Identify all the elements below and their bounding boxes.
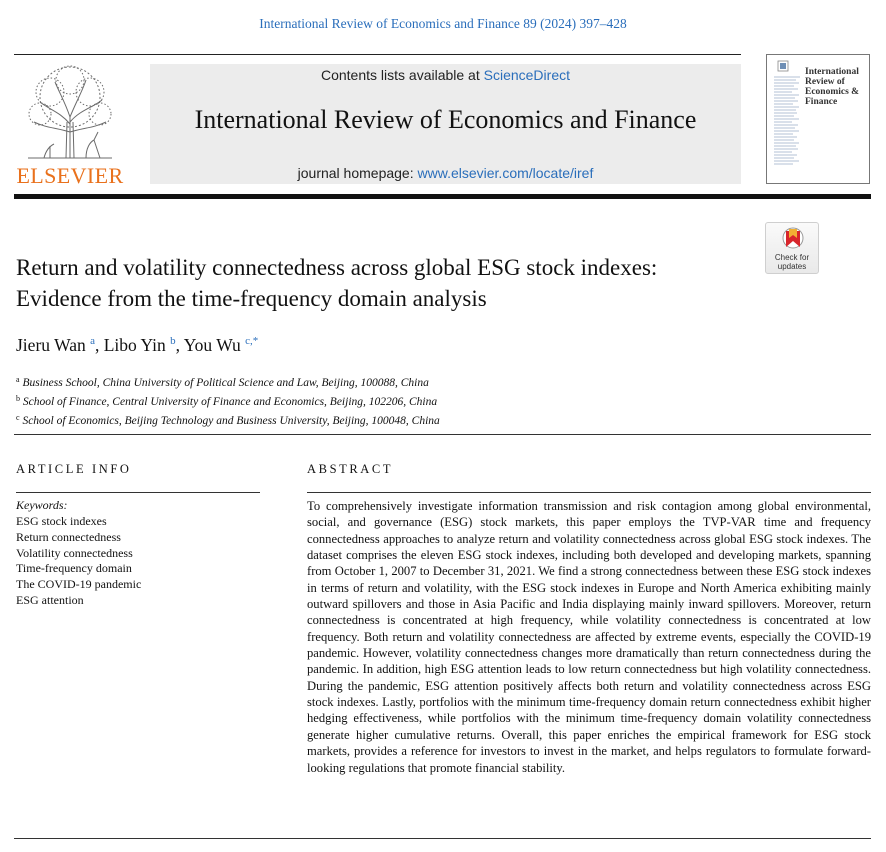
abstract-heading: ABSTRACT <box>307 462 394 476</box>
author-name[interactable]: Jieru Wan <box>16 335 86 355</box>
affiliation-item <box>16 372 440 391</box>
affiliation-marker: b <box>16 394 20 403</box>
affiliation-item <box>16 391 440 410</box>
author-separator: , <box>94 335 104 355</box>
keyword-item: Volatility connectedness <box>16 545 133 560</box>
author-separator: , <box>175 335 184 355</box>
affiliation-marker: c <box>16 413 20 422</box>
author-affiliation-link[interactable]: c,* <box>245 335 259 347</box>
contents-prefix: Contents lists available at <box>320 67 484 83</box>
crossmark-label-line1: Check for <box>774 253 810 262</box>
article-title: Return and volatility connectedness across global ESG stock indexes: Evidence from the time-frequency domain analysis <box>16 255 658 311</box>
affiliation-marker: a <box>16 375 20 384</box>
keywords-list <box>16 514 141 609</box>
sciencedirect-link[interactable]: ScienceDirect <box>483 67 570 83</box>
top-divider <box>14 54 741 55</box>
elsevier-wordmark: ELSEVIER <box>16 163 124 188</box>
article-info-divider <box>16 492 260 493</box>
abstract-text: To comprehensively investigate information transmission and risk contagion among global environmental, social, and governance (ESG) stock markets, this paper employs the TVP-VAR time and frequency connectedness approaches to analyze return and volatility connectedness across global ESG stock indexes. The dataset comprises the eleven ESG stock indexes, including both developed and developing markets, spanning from October 1, 2007 to December 31, 2021. We find a strong connectedness between these ESG stock indexes in terms of return and volatility, with the ESG stock indexes in Europe and North America exhibiting mainly outward spillovers and those in Asia Pacific and India displaying mainly inward spillovers. Moreover, return connectedness is concentrated at high frequency, while volatility connectedness is concentrated at low frequency. Both return and volatility connectedness are affected by extreme events, especially the COVID-19 pandemic. However, volatility connectedness changes more dramatically than return connectedness during the pandemic. In addition, high ESG attention leads to low return connectedness but high volatility connectedness. During the pandemic, ESG attention positively affects both return and volatility connectedness across ESG stock indexes. Lastly, portfolios with the minimum time-frequency domain return connectedness exhibit higher hedging effectiveness, while portfolios with the minimum time-frequency domain volatility connectedness generate higher cumulative returns. Overall, this paper enriches the empirical framework for ESG stock markets, provides a reference for investors to invest in the market, and helps regulators to formulate forward-looking regulations that promote financial stability. <box>307 499 871 775</box>
affiliation-text: Business School, China University of Political Science and Law, Beijing, 100088, China <box>22 377 429 389</box>
author-affiliation-link[interactable]: a <box>90 335 95 347</box>
abstract-divider <box>307 492 871 493</box>
author-affiliation-link[interactable]: b <box>170 335 176 347</box>
journal-citation[interactable] <box>0 16 886 32</box>
keyword-item: ESG stock indexes <box>16 514 107 528</box>
check-for-updates-button[interactable] <box>765 222 819 274</box>
article-info-heading: ARTICLE INFO <box>16 462 132 476</box>
section-divider <box>14 434 871 435</box>
keyword-item: Return connectedness <box>16 529 121 544</box>
cover-contents-graphic <box>772 59 802 179</box>
affiliation-list <box>16 372 440 429</box>
elsevier-logo[interactable] <box>14 62 126 190</box>
homepage-line <box>150 165 741 181</box>
homepage-prefix: journal homepage: <box>297 165 418 181</box>
crossmark-label-line2: updates <box>777 261 807 271</box>
affiliation-text: School of Economics, Beijing Technology and Business University, Beijing, 100048, China <box>22 415 440 427</box>
author-list <box>16 335 258 356</box>
author-name[interactable]: You Wu <box>183 335 241 355</box>
journal-title: International Review of Economics and Finance <box>194 105 697 134</box>
homepage-link[interactable]: www.elsevier.com/locate/iref <box>417 165 594 181</box>
crossmark-label <box>766 254 818 271</box>
contents-line <box>150 67 741 83</box>
affiliation-item <box>16 410 440 429</box>
crossmark-icon <box>782 227 804 253</box>
bottom-divider <box>14 838 871 839</box>
elsevier-tree-icon <box>20 62 120 162</box>
header-thick-divider <box>14 194 871 199</box>
keyword-item: The COVID-19 pandemic <box>16 577 142 592</box>
cover-journal-title: International Review of Economics & Finance <box>805 67 860 107</box>
affiliation-text: School of Finance, Central University of Finance and Economics, Beijing, 102206, China <box>22 396 438 408</box>
citation-text[interactable]: International Review of Economics and Finance 89 (2024) 397–428 <box>259 16 627 31</box>
author-name[interactable]: Libo Yin <box>103 335 166 355</box>
journal-header <box>150 64 741 184</box>
journal-cover-thumbnail[interactable] <box>766 54 870 184</box>
keyword-item: ESG attention <box>16 592 84 607</box>
keywords-label: Keywords: <box>16 498 68 512</box>
keyword-item: Time-frequency domain <box>16 561 132 576</box>
